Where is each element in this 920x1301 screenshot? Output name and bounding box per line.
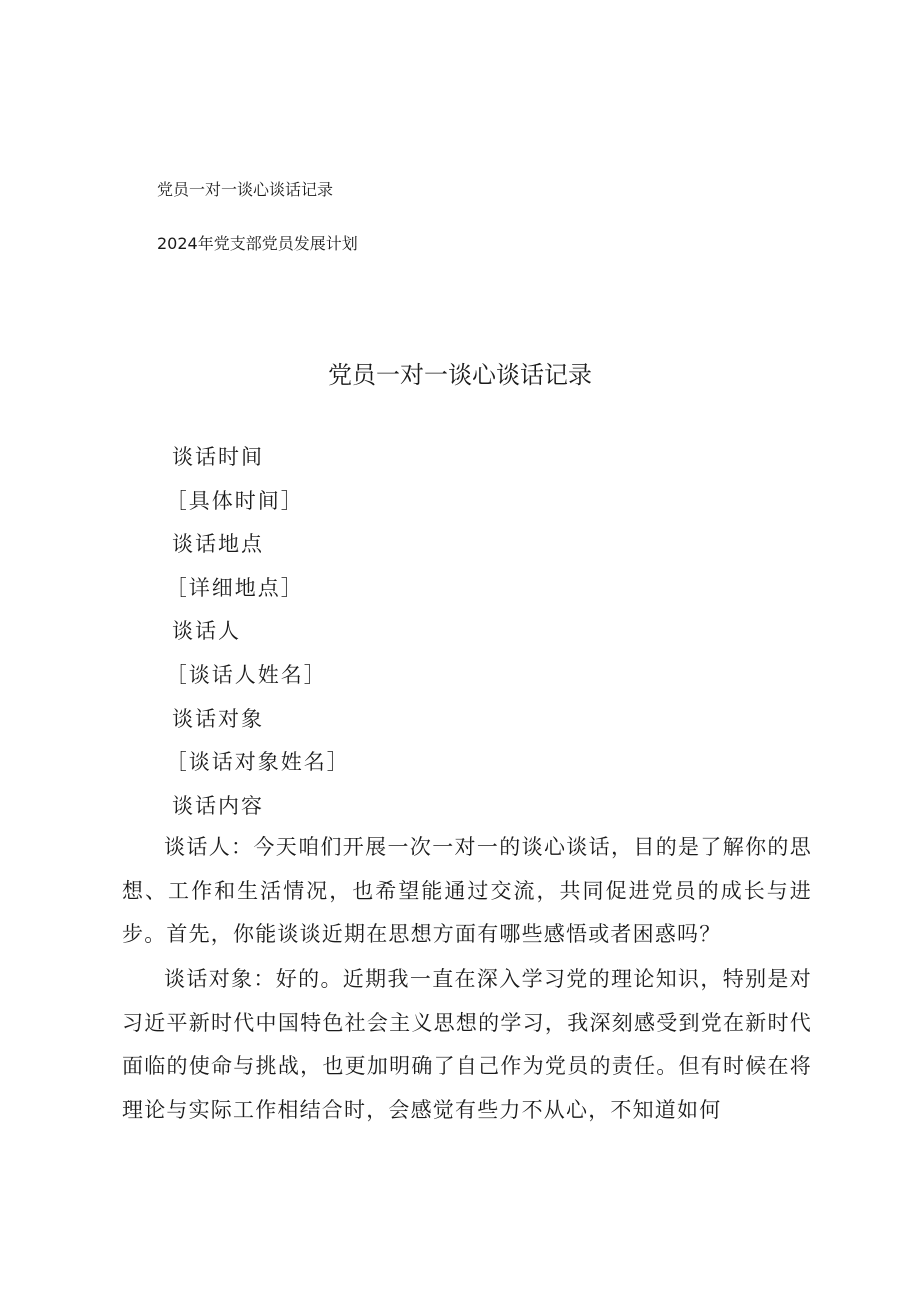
field-label-time: 谈话时间 [172, 445, 264, 469]
body-paragraph: 谈话对象：好的。近期我一直在深入学习党的理论知识，特别是对习近平新时代中国特色社会主义思想的学习，我深刻感受到党在新时代面临的使命与挑战，也更加明确了自己作为党员的责任。但有时候在将理论与实际工作相结合时，会感觉有些力不从心，不知道如何 [122, 967, 812, 1122]
body-paragraph: 谈话人：今天咱们开展一次一对一的谈心谈话，目的是了解你的思想、工作和生活情况，也希望能通过交流，共同促进党员的成长与进步。首先，你能谈谈近期在思想方面有哪些感悟或者困惑吗？ [122, 835, 812, 947]
field-label-interviewer: 谈话人 [172, 619, 241, 644]
toc-item-development-plan[interactable]: 2024年党支部党员发展计划 [157, 234, 358, 253]
field-value-location: ［详细地点］ [165, 575, 304, 600]
record-field-list [165, 440, 350, 832]
field-value-interviewee: ［谈话对象姓名］ [165, 750, 350, 775]
toc-item-talk-record[interactable]: 党员一对一谈心谈话记录 [157, 180, 334, 199]
content-label: 谈话内容 [172, 793, 264, 818]
document-title: 党员一对一谈心谈话记录 [328, 361, 592, 389]
field-value-time: ［具体时间］ [165, 488, 304, 513]
field-label-location: 谈话地点 [172, 532, 264, 557]
field-label-interviewee: 谈话对象 [172, 706, 264, 731]
field-value-interviewer: ［谈话人姓名］ [165, 662, 327, 687]
